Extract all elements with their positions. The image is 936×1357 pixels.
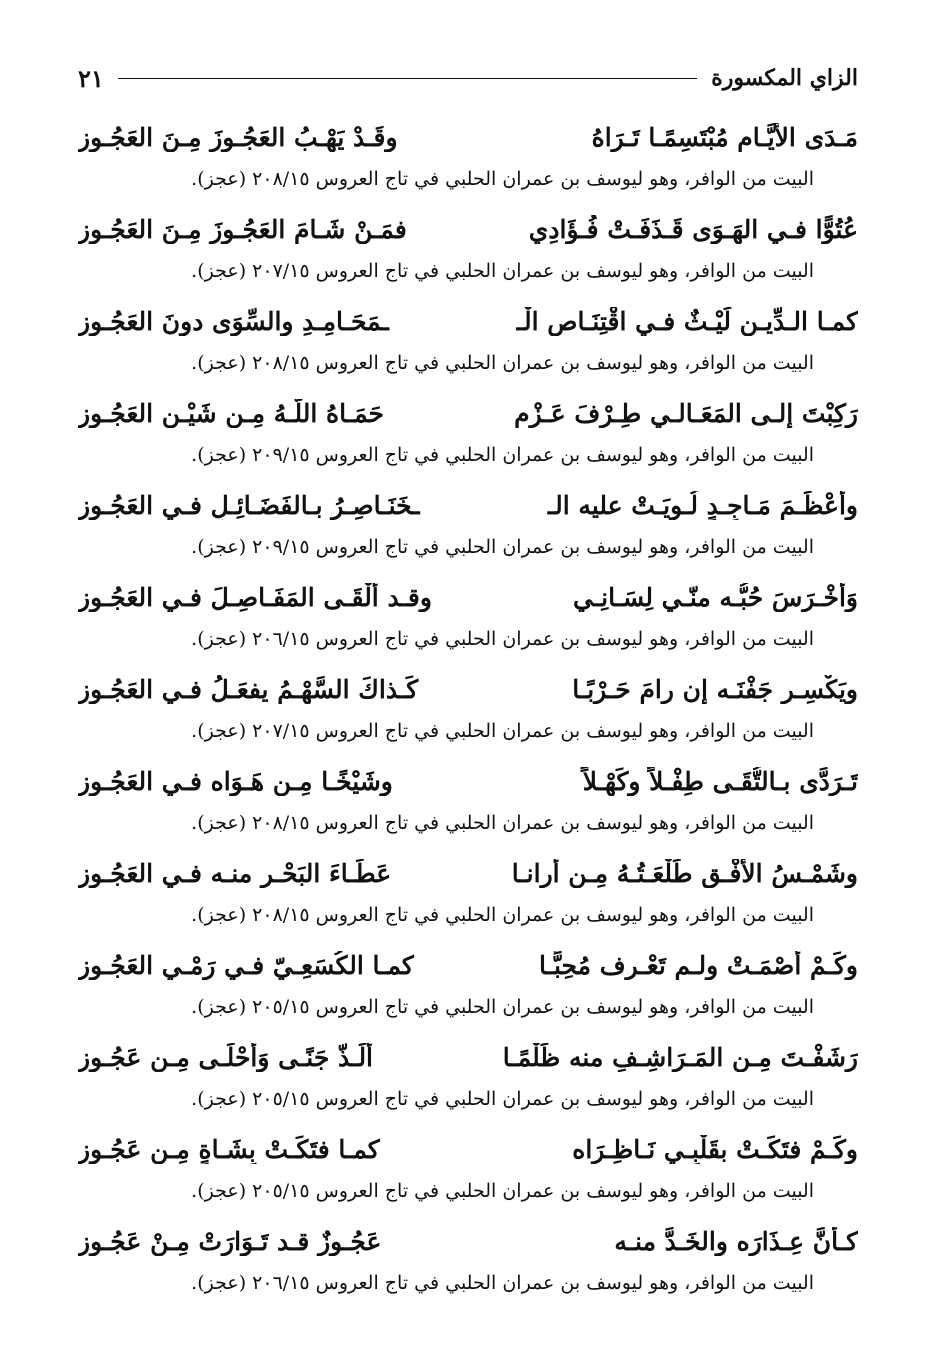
verse-line [78, 296, 858, 346]
verse-note: البيت من الوافر، وهو ليوسف بن عمران الحلبي في تاج العروس ٢٠٨/١٥ (عجز). [191, 904, 814, 926]
verse-note: البيت من الوافر، وهو ليوسف بن عمران الحلبي في تاج العروس ٢٠٥/١٥ (عجز). [191, 1088, 814, 1110]
first-hemistich: رَشَفْـتَ مِـن المَـرَاشِـفِ منه ظَلْمًـا [502, 1042, 858, 1072]
first-hemistich: كـأَنَّ عِـذَارَه والخَـدَّ منـه [614, 1226, 858, 1256]
verse-line [78, 572, 858, 622]
first-hemistich: وَأَخْـرَسَ حُبُّـه منّـي لِسَـانِـي [572, 582, 858, 612]
page-header [78, 58, 858, 98]
verse-note: البيت من الوافر، وهو ليوسف بن عمران الحلبي في تاج العروس ٢٠٥/١٥ (عجز). [191, 996, 814, 1018]
second-hemistich: ـخَنَـاصِـرُ بـالفَضَـائِـلِ فـي العَجُـوزِ [78, 490, 420, 520]
second-hemistich: حَمَـاهُ اللّـهُ مِـن شَيْـنِ العَجُـوزِ [78, 398, 384, 428]
verse-entry [78, 1216, 858, 1308]
verse-line [78, 940, 858, 990]
second-hemistich: وقـد أَلْقَـى المَفَـاصِـلَ فـي العَجُـوزِ [78, 582, 432, 612]
verse-line [78, 1216, 858, 1266]
first-hemistich: كمـا الـدِّيـن لَيْـثٌ فـي اقْتِنَـاصِ الْـ [516, 306, 858, 336]
second-hemistich: ـمَحَـامِـدِ والسِّوَى دونَ العَجُـوزِ [78, 306, 389, 336]
first-hemistich: وأَعْظَـمَ مَـاجِـدٍ لُـوِيَـتْ عليه الـ [547, 490, 858, 520]
verse-note: البيت من الوافر، وهو ليوسف بن عمران الحلبي في تاج العروس ٢٠٨/١٥ (عجز). [191, 352, 814, 374]
verse-note: البيت من الوافر، وهو ليوسف بن عمران الحلبي في تاج العروس ٢٠٨/١٥ (عجز). [191, 168, 814, 190]
second-hemistich: عَجُـوزٌ قـد تَـوَارَتْ مِـنْ عَجُـوزِ [78, 1226, 382, 1256]
verse-note: البيت من الوافر، وهو ليوسف بن عمران الحلبي في تاج العروس ٢٠٥/١٥ (عجز). [191, 1180, 814, 1202]
verse-list [78, 112, 858, 1308]
verse-entry [78, 388, 858, 480]
header-rule [118, 78, 697, 79]
verse-line [78, 664, 858, 714]
verse-line [78, 1032, 858, 1082]
verse-line [78, 112, 858, 162]
verse-entry [78, 480, 858, 572]
first-hemistich: مَـدَى الأَيَّـام مُبْتَسِمًـا تَـرَاهُ [591, 122, 858, 152]
first-hemistich: تَـرَدَّى بـالتُّقَـى طِفْـلاً وكَهْـلاً [582, 766, 858, 796]
verse-entry [78, 204, 858, 296]
verse-entry [78, 296, 858, 388]
running-title: الزاي المكسورة [711, 65, 858, 91]
second-hemistich: فمَـنْ شَـامَ العَجُـوزَ مِـنَ العَجُـوزِ [78, 214, 407, 244]
second-hemistich: عَطَـاءَ البَحْـرِ منـه فـي العَجُـوزِ [78, 858, 392, 888]
verse-entry [78, 664, 858, 756]
verse-entry [78, 848, 858, 940]
verse-note: البيت من الوافر، وهو ليوسف بن عمران الحلبي في تاج العروس ٢٠٩/١٥ (عجز). [191, 444, 814, 466]
verse-entry [78, 940, 858, 1032]
verse-entry [78, 1032, 858, 1124]
first-hemistich: وشَمْـسُ الأُفْـقِ طَلْعَـتُـهُ مِـن أَرانـا [511, 858, 858, 888]
second-hemistich: كَـذاكَ السَّهْـمُ يفعَـلُ فـي العَجُـوزِ [78, 674, 419, 704]
verse-note: البيت من الوافر، وهو ليوسف بن عمران الحلبي في تاج العروس ٢٠٧/١٥ (عجز). [191, 720, 814, 742]
verse-line [78, 756, 858, 806]
verse-line [78, 388, 858, 438]
verse-line [78, 1124, 858, 1174]
verse-entry [78, 572, 858, 664]
first-hemistich: وكَـمْ فتَكَـتْ بقَلْبِـي نَـاظِـرَاه [572, 1134, 858, 1164]
verse-note: البيت من الوافر، وهو ليوسف بن عمران الحلبي في تاج العروس ٢٠٦/١٥ (عجز). [191, 628, 814, 650]
page-number: ٢١ [78, 63, 104, 93]
second-hemistich: كمـا فتَكَـتْ بِشَـاةٍ مِـن عَجُـوزِ [78, 1134, 380, 1164]
verse-note: البيت من الوافر، وهو ليوسف بن عمران الحلبي في تاج العروس ٢٠٨/١٥ (عجز). [191, 812, 814, 834]
first-hemistich: ويَكْسِـر جَفْنَـه إن رامَ حَـرْبًـا [572, 674, 858, 704]
second-hemistich: كمـا الكُسَعِـيّ فـي رَمْـيِ العَجُـوزِ [78, 950, 414, 980]
verse-line [78, 480, 858, 530]
first-hemistich: رَكِبْتَ إلـى المَعَـالـي طِـرْفَ عَـزْمٍ [514, 398, 858, 428]
verse-note: البيت من الوافر، وهو ليوسف بن عمران الحلبي في تاج العروس ٢٠٩/١٥ (عجز). [191, 536, 814, 558]
verse-note: البيت من الوافر، وهو ليوسف بن عمران الحلبي في تاج العروس ٢٠٦/١٥ (عجز). [191, 1272, 814, 1294]
verse-entry [78, 756, 858, 848]
verse-entry [78, 112, 858, 204]
verse-entry [78, 1124, 858, 1216]
verse-line [78, 204, 858, 254]
second-hemistich: وقَـدْ يَهْـبُ العَجُـوزَ مِـنَ العَجُـوزِ [78, 122, 398, 152]
verse-note: البيت من الوافر، وهو ليوسف بن عمران الحلبي في تاج العروس ٢٠٧/١٥ (عجز). [191, 260, 814, 282]
second-hemistich: وشَيْخًـا مِـن هَـوَاه فـي العَجُـوزِ [78, 766, 393, 796]
first-hemistich: عُتُوًّا فـي الهَـوَى قَـذَفَـتْ فُـؤَادِي [528, 214, 858, 244]
first-hemistich: وكَـمْ أَصْمَـتْ ولـم تَعْـرِف مُحِبًّـا [539, 950, 858, 980]
second-hemistich: أَلَـذّ جَنًـى وَأَحْلَـى مِـن عَجُـوزِ [78, 1042, 374, 1072]
verse-line [78, 848, 858, 898]
